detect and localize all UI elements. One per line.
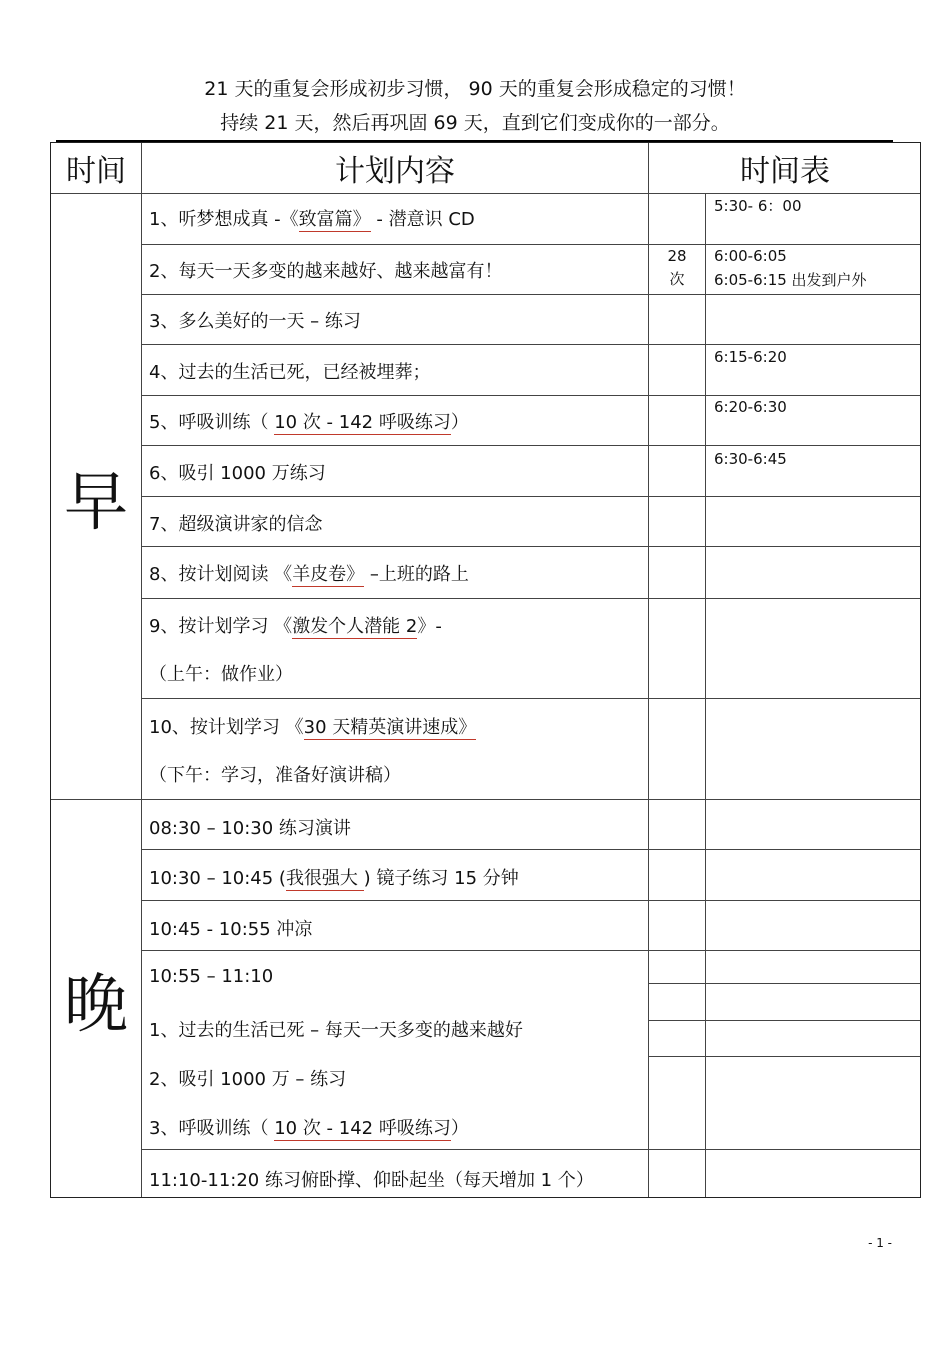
- morning-item-6: 6、吸引 1000 万练习: [149, 463, 326, 484]
- schedule-table: [50, 142, 921, 1198]
- time-slot-5: 6:20-6:30: [714, 398, 787, 416]
- row-divider: [141, 698, 920, 699]
- time-slot-1: 5:30- 6：00: [714, 197, 802, 215]
- morning-item-4: 4、过去的生活已死，已经被埋葬；: [149, 362, 431, 383]
- row-divider: [141, 1149, 920, 1150]
- row-divider: [141, 395, 920, 396]
- evening-item-4: 10:55 – 11:10: [149, 966, 274, 987]
- time-slot-2a: 6:00-6:05: [714, 247, 787, 265]
- row-divider: [648, 983, 920, 984]
- row-divider: [141, 849, 920, 850]
- header-time: 时间: [66, 154, 126, 189]
- evening-item-3: 10:45 - 10:55 冲凉: [149, 919, 313, 940]
- evening-item-5: 11:10-11:20 练习俯卧撑、仰卧起坐（每天增加 1 个）: [149, 1170, 594, 1191]
- row-divider: [141, 950, 920, 951]
- row-divider: [141, 496, 920, 497]
- morning-item-2: 2、每天一天多变的越来越好、越来越富有！: [149, 261, 503, 282]
- row-divider: [141, 598, 920, 599]
- header-plan: 计划内容: [335, 154, 455, 189]
- row-divider: [648, 1020, 920, 1021]
- row-divider: [648, 1056, 920, 1057]
- evening-item-4c: 3、呼吸训练（ 10 次 - 142 呼吸练习）: [149, 1118, 469, 1139]
- time-slot-6: 6:30-6:45: [714, 450, 787, 468]
- row-divider: [141, 900, 920, 901]
- header-schedule: 时间表: [740, 154, 830, 189]
- intro-line-1: 21 天的重复会形成初步习惯， 90 天的重复会形成稳定的习惯！: [204, 78, 746, 100]
- morning-item-8: 8、按计划阅读 《羊皮卷》 –上班的路上: [149, 564, 469, 585]
- section-morning-label: 早: [64, 465, 128, 540]
- evening-item-1: 08:30 – 10:30 练习演讲: [149, 818, 351, 839]
- evening-item-2: 10:30 – 10:45 (我很强大 ) 镜子练习 15 分钟: [149, 868, 519, 889]
- row-divider: [141, 294, 920, 295]
- morning-item-1: 1、听梦想成真 -《致富篇》 - 潜意识 CD: [149, 209, 475, 230]
- morning-item-10: 10、按计划学习 《30 天精英演讲速成》: [149, 717, 477, 738]
- morning-item-5: 5、呼吸训练（ 10 次 - 142 呼吸练习）: [149, 412, 469, 433]
- col-divider: [141, 143, 142, 1197]
- morning-item-9-note: （上午：做作业）: [149, 664, 293, 685]
- page-number: - 1 -: [868, 1236, 892, 1250]
- col-divider: [648, 143, 649, 1197]
- row-divider: [141, 344, 920, 345]
- row-divider: [141, 445, 920, 446]
- repeat-count: 28 次: [667, 247, 687, 288]
- evening-item-4a: 1、过去的生活已死 – 每天一天多变的越来越好: [149, 1020, 523, 1041]
- morning-item-9: 9、按计划学习 《激发个人潜能 2》-: [149, 616, 442, 637]
- morning-item-3: 3、多么美好的一天 – 练习: [149, 311, 361, 332]
- row-divider: [141, 546, 920, 547]
- time-slot-4: 6:15-6:20: [714, 348, 787, 366]
- row-divider: [141, 244, 920, 245]
- section-evening-label: 晚: [64, 968, 128, 1042]
- time-slot-2b: 6:05-6:15 出发到户外: [714, 271, 867, 289]
- intro-line-2: 持续 21 天，然后再巩固 69 天，直到它们变成你的一部分。: [220, 112, 730, 134]
- morning-item-10-note: （下午：学习，准备好演讲稿）: [149, 765, 401, 786]
- row-divider: [51, 799, 920, 800]
- evening-item-4b: 2、吸引 1000 万 – 练习: [149, 1069, 347, 1090]
- morning-item-7: 7、超级演讲家的信念: [149, 514, 323, 535]
